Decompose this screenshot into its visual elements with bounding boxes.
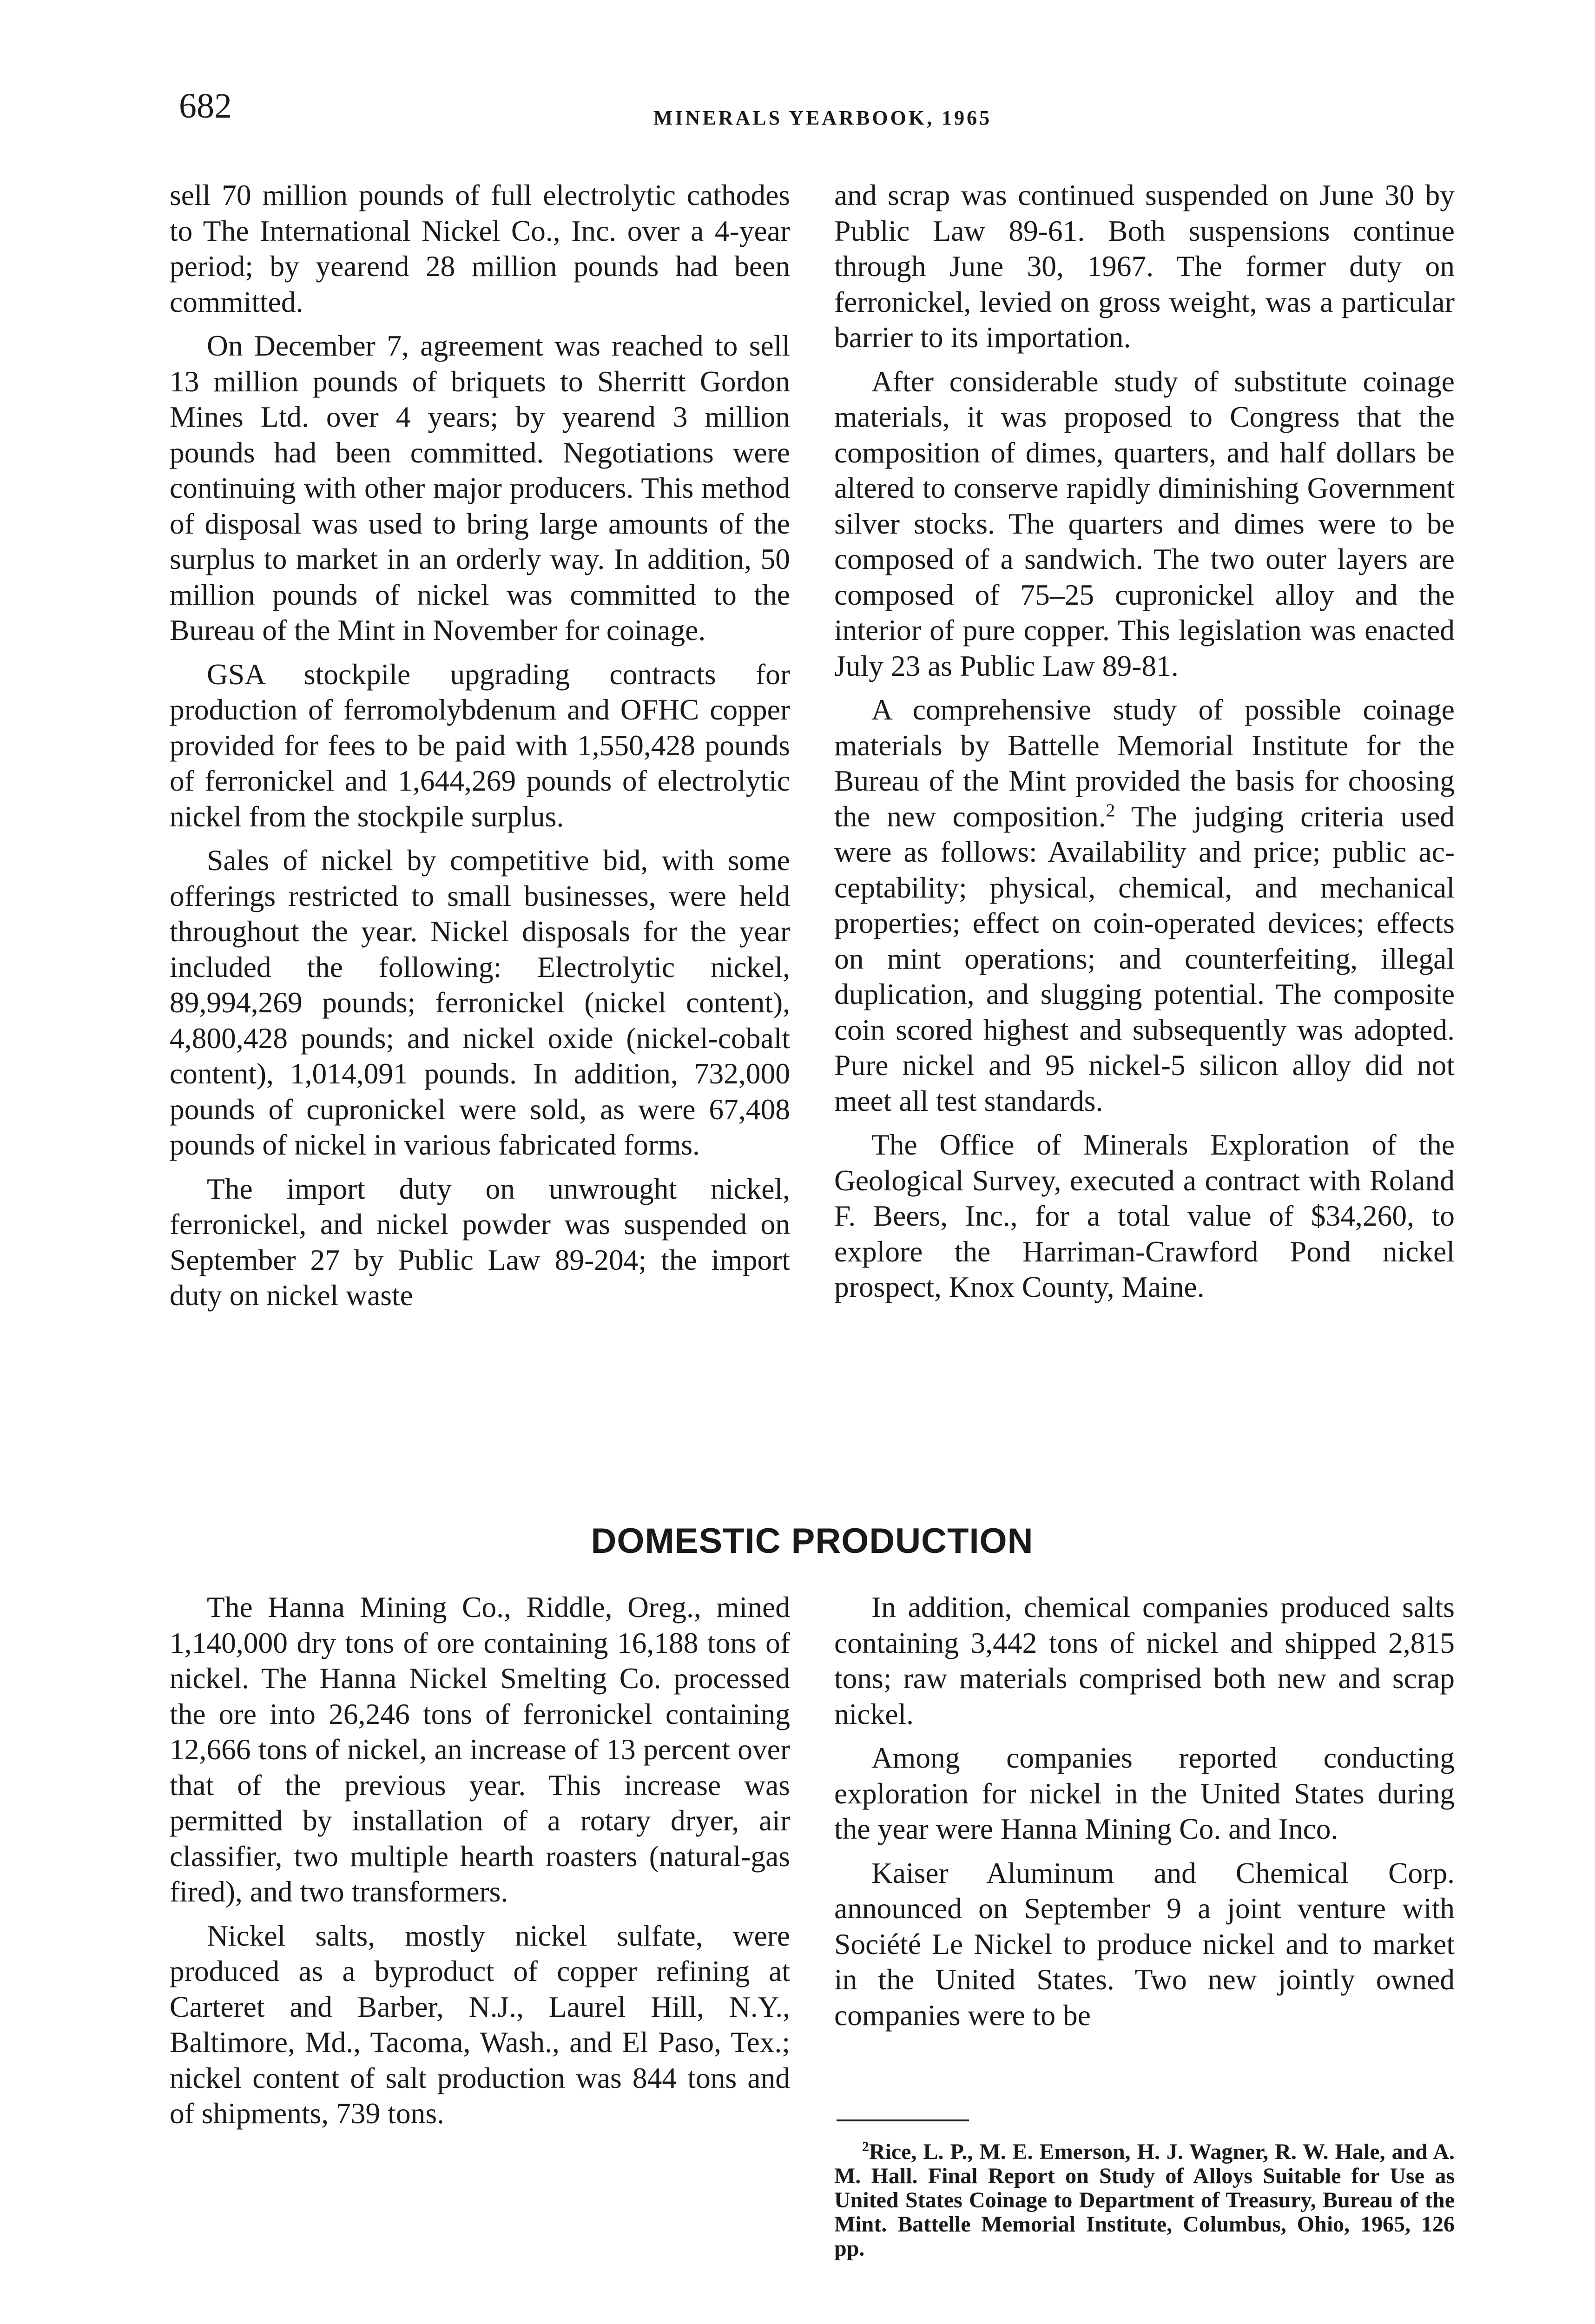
top-left-column [170,178,790,1322]
paragraph: In addition, chemical companies produced salts containing 3,442 tons of nickel and shipped 2,815 tons; raw materials comprised both new and scrap nickel. [834,1591,1455,1730]
footnote-divider [837,2119,969,2121]
page-number: 682 [179,86,232,125]
paragraph: Sales of nickel by competitive bid, with some offerings restricted to small businesses, were held throughout the year. Nickel disposals for the year included the following: Electrolytic nickel, 89,994,269 pounds; ferronickel (nickel content), 4,800,428 pounds; and nickel oxide (nickel-cobalt content), 1,014,091 pounds. In addition, 732,000 pounds of cupronickel were sold, as were 67,408 pounds of nickel in various fabricated forms. [170,844,790,1161]
paragraph [834,692,1455,1119]
footnote [834,2140,1455,2261]
paragraph: sell 70 million pounds of full electrolytic cathodes to The International Nickel Co., Inc. over a 4-year period; by yearend 28 million pounds had been committed. [170,178,790,318]
footnote-reference: 2 [1106,799,1115,820]
running-head: MINERALS YEARBOOK, 1965 [653,106,992,129]
paragraph-text: The judging criteria used were as follows: Availability and price; public acceptability; physical, chemical, and mechanical properties; effect on coin-operated devices; effects on mint operations; and counterfeiting, illegal duplication, and slugging potential. The composite coin scored highest and subsequently was adopted. Pure nickel and 95 nickel-5 silicon alloy did not meet all test standards. [834,799,1455,1117]
bottom-right-column [834,1590,1455,2041]
footnote-marker: 2 [862,2139,869,2154]
paragraph: The import duty on unwrought nickel, ferronickel, and nickel powder was suspended on September 27 by Public Law 89-204; the import duty on nickel waste [170,1172,790,1312]
paragraph: Among companies reported conducting exploration for nickel in the United States during the year were Hanna Mining Co. and Inco. [834,1741,1455,1845]
bottom-left-column [170,1590,790,2140]
paragraph: The Office of Minerals Exploration of the Geological Survey, executed a contract with Roland F. Beers, Inc., for a total value of $34,260, to explore the Harriman-Crawford Pond nickel prospect, Knox County, Maine. [834,1128,1455,1303]
paragraph: After considerable study of substitute coinage materials, it was proposed to Congress that the composition of dimes, quarters, and half dollars be altered to conserve rapidly diminishing Government silver stocks. The quarters and dimes were to be composed of a sandwich. The two outer layers are composed of 75–25 cupronickel alloy and the interior of pure copper. This legislation was enacted July 23 as Public Law 89-81. [834,364,1455,682]
paragraph: GSA stockpile upgrading contracts for production of ferromolybdenum and OFHC copper provided for fees to be paid with 1,550,428 pounds of ferronickel and 1,644,269 pounds of electrolytic nickel from the stockpile surplus. [170,657,790,833]
paragraph: Kaiser Aluminum and Chemical Corp. announced on September 9 a joint venture with Société Le Nickel to produce nickel and to market in the United States. Two new jointly owned companies were to be [834,1856,1455,2032]
paragraph: The Hanna Mining Co., Riddle, Oreg., mined 1,140,000 dry tons of ore containing 16,188 tons of nickel. The Hanna Nickel Smelting Co. processed the ore into 26,246 tons of ferronickel containing 12,666 tons of nickel, an increase of 13 percent over that of the previous year. This increase was permitted by installation of a rotary dryer, air classifier, two multiple hearth roasters (natural-gas fired), and two transformers. [170,1591,790,1908]
section-heading: DOMESTIC PRODUCTION [591,1521,1034,1561]
paragraph: Nickel salts, mostly nickel sulfate, were produced as a byproduct of copper refining at Carteret and Barber, N.J., Laurel Hill, N.Y., Baltimore, Md., Tacoma, Wash., and El Paso, Tex.; nickel content of salt production was 844 tons and of shipments, 739 tons. [170,1919,790,2130]
footnote-text-block [834,2140,1455,2261]
top-right-column [834,178,1455,1314]
paragraph: On December 7, agreement was reached to sell 13 million pounds of briquets to Sherritt Gordon Mines Ltd. over 4 years; by yearend 3 million pounds had been committed. Negotiations were continuing with other major producers. This method of disposal was used to bring large amounts of the surplus to market in an orderly way. In addition, 50 million pounds of nickel was committed to the Bureau of the Mint in November for coinage. [170,329,790,647]
footnote-text: Rice, L. P., M. E. Emerson, H. J. Wagner, R. W. Hale, and A. M. Hall. Final Report on Study of Alloys Suitable for Use as United States Coinage to Department of Treasury, Bureau of the Mint. Battelle Memorial Institute, Columbus, Ohio, 1965, 126 pp. [834,2139,1455,2261]
paragraph-text: A comprehensive study of possible coinage materials by Battelle Memorial Institute for the Bureau of the Mint provided the basis for choosing the new composition. [834,693,1455,833]
paragraph: and scrap was continued suspended on June 30 by Public Law 89-61. Both suspensions continue through June 30, 1967. The former duty on ferronickel, levied on gross weight, was a particular barrier to its importation. [834,178,1455,354]
